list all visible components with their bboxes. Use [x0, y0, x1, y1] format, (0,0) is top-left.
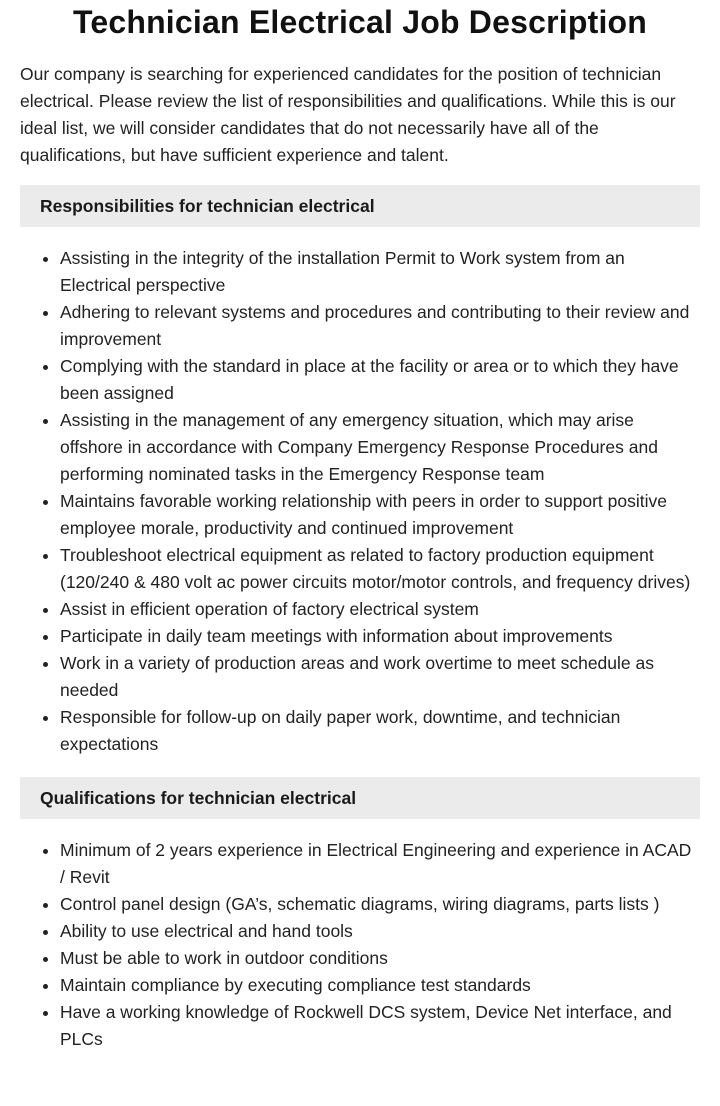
qualifications-list — [20, 837, 700, 1053]
list-item: • Control panel design (GA’s, schematic diagrams, wiring diagrams, parts lists ) — [60, 891, 700, 918]
intro-paragraph: Our company is searching for experienced candidates for the position of technician electrical. Please review the list of responsibilities and qualifications. While this is our ideal list, we will consider candidates that do not necessarily have all of the qualifications, but have sufficient experience and talent. — [20, 64, 676, 165]
list-item: • Minimum of 2 years experience in Electrical Engineering and experience in ACAD / Revit — [60, 837, 700, 891]
responsibilities-heading: Responsibilities for technician electrical — [20, 185, 700, 227]
list-item: • Troubleshoot electrical equipment as related to factory production equipment (120/240 & 480 volt ac power circuits motor/motor controls, and frequency drives) — [60, 542, 700, 596]
list-item: • Participate in daily team meetings with information about improvements — [60, 623, 700, 650]
list-item: • Maintains favorable working relationship with peers in order to support positive employee morale, productivity and continued improvement — [60, 488, 700, 542]
list-item: • Assisting in the integrity of the installation Permit to Work system from an Electrical perspective — [60, 245, 700, 299]
list-item: • Maintain compliance by executing compliance test standards — [60, 972, 700, 999]
qualifications-heading: Qualifications for technician electrical — [20, 777, 700, 819]
list-item: • Have a working knowledge of Rockwell DCS system, Device Net interface, and PLCs — [60, 999, 700, 1053]
list-item: • Must be able to work in outdoor conditions — [60, 945, 700, 972]
list-item: • Responsible for follow-up on daily paper work, downtime, and technician expectations — [60, 704, 700, 758]
list-item: • Assisting in the management of any emergency situation, which may arise offshore in accordance with Company Emergency Response Procedures and performing nominated tasks in the Emergency Response team — [60, 407, 700, 488]
list-item: • Adhering to relevant systems and procedures and contributing to their review and improvement — [60, 299, 700, 353]
responsibilities-list — [20, 245, 700, 758]
list-item: • Complying with the standard in place at the facility or area or to which they have been assigned — [60, 353, 700, 407]
list-item: • Assist in efficient operation of factory electrical system — [60, 596, 700, 623]
list-item: • Ability to use electrical and hand tools — [60, 918, 700, 945]
page-title: Technician Electrical Job Description — [72, 4, 648, 40]
list-item: • Work in a variety of production areas and work overtime to meet schedule as needed — [60, 650, 700, 704]
